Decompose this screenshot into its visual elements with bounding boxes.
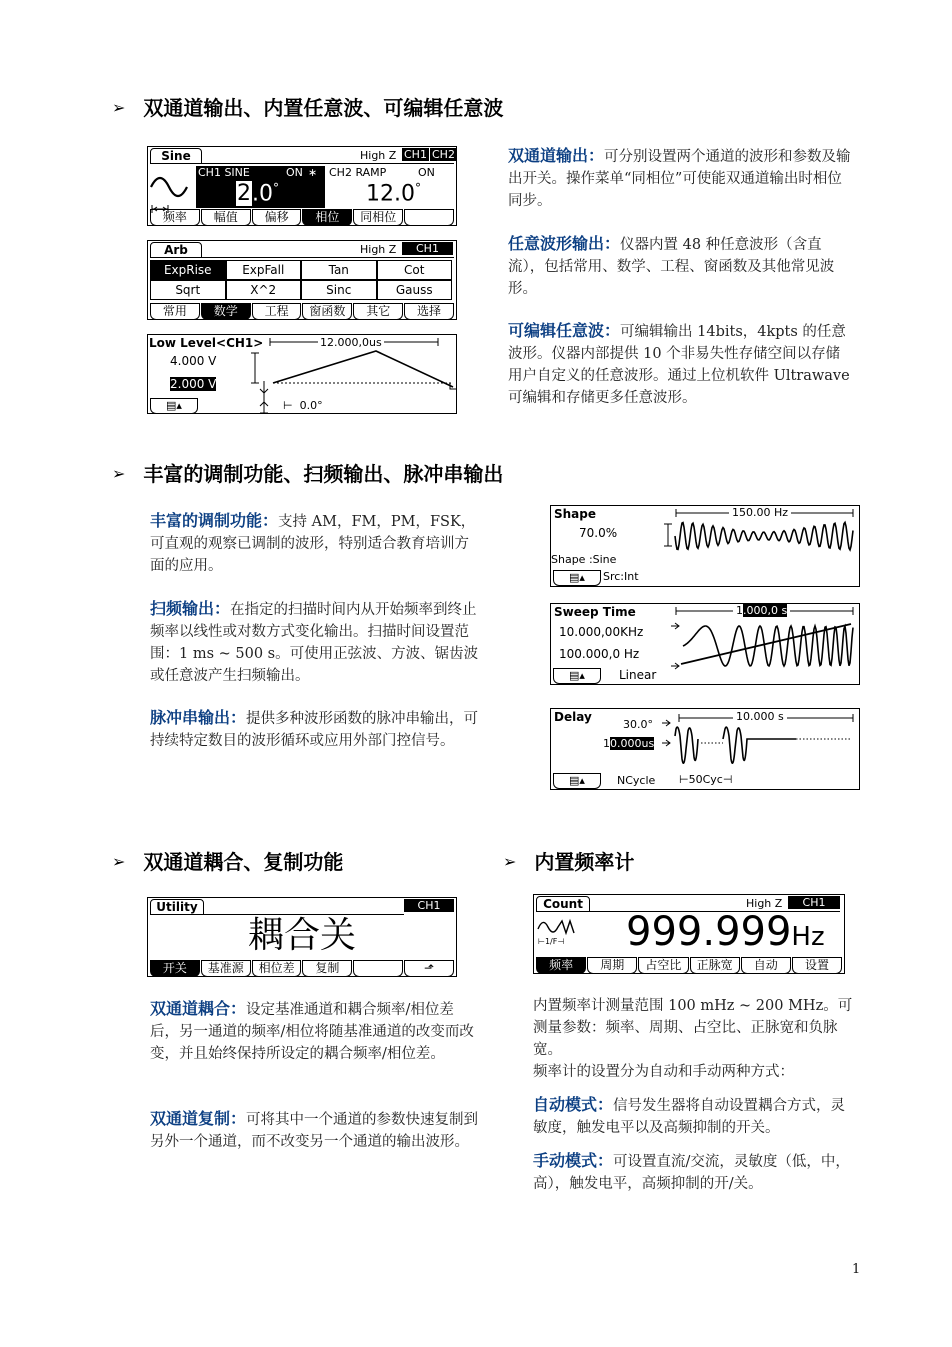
section-title-1: ➢ 双通道输出、内置任意波、可编辑任意波 — [112, 96, 504, 120]
delay-title: Delay — [554, 710, 592, 724]
doc-icon[interactable]: ▤▴ — [553, 773, 601, 789]
burst-wave — [551, 709, 860, 790]
delay-value: 0.000us — [610, 737, 655, 750]
shape-title: Shape — [554, 507, 597, 521]
sine-menu — [150, 209, 455, 226]
menu-pos-width[interactable]: 正脉宽 — [690, 957, 740, 974]
menu-empty — [404, 209, 454, 226]
menu-empty — [353, 960, 403, 977]
section-title-2: ➢ 丰富的调制功能、扫频输出、脉冲串输出 — [112, 462, 504, 486]
menu-offset[interactable]: 偏移 — [252, 209, 302, 226]
ch2-state: ON — [418, 166, 435, 179]
counter-text: 内置频率计测量范围 100 mHz ~ 200 MHz。可测量参数：频率、周期、占空比、正脉宽和负脉宽。 频率计的设置分为自动和手动两种方式： — [533, 998, 853, 1080]
sweep-wave — [551, 604, 860, 685]
arb-output-text: 任意波形输出：仪器内置 48 种任意波形（含直流），包括常用、数学、工程、窗函数及其他常见波形。 — [508, 234, 835, 297]
editable-arb-text: 可编辑任意波：可编辑输出 14bits，4kpts 的任意波形。仪器内部提供 10 个非易失性存储空间以存储用户自定义的任意波形。通过上位机软件 Ultrawave 可编辑和存储更多任意波形。 — [508, 321, 850, 406]
menu-setup[interactable]: 设置 — [792, 957, 842, 974]
screen-delay: Delay 30.0° 10.000us 10.000 s ⊢50Cyc⊣ NCycle ▤▴ — [550, 708, 860, 790]
sweep-cursor: 1 — [736, 604, 743, 617]
screen-shape — [550, 505, 860, 587]
arb-grid — [150, 260, 452, 300]
dual-output-text: 双通道输出：可分别设置两个通道的波形和参数及输出开关。操作菜单“同相位”可使能双通道输出时相位同步。 — [508, 146, 851, 209]
utility-title: Utility — [150, 899, 204, 915]
low-level: .000 V — [177, 377, 217, 391]
highz-label: High Z — [360, 243, 397, 256]
sync-star-icon: ∗ — [308, 166, 318, 179]
arb-menu — [150, 303, 455, 320]
phase-label: 0.0° — [299, 399, 323, 412]
arb-item[interactable]: Sqrt — [150, 280, 226, 300]
period-label: 12.000,0us — [320, 336, 382, 349]
ch1-value: .0 — [252, 181, 273, 207]
arb-item[interactable]: Cot — [377, 260, 453, 280]
menu-math[interactable]: 数学 — [201, 303, 251, 320]
delay-cycles: 50Cyc — [688, 773, 723, 786]
ch1-badge: CH1 — [404, 899, 454, 912]
high-level: 4.000 V — [170, 354, 217, 368]
shape-src: Src:Int — [603, 570, 639, 583]
menu-switch[interactable]: 开关 — [150, 960, 200, 977]
shape-label: Shape :Sine — [551, 553, 617, 566]
menu-ampl[interactable]: 幅值 — [201, 209, 251, 226]
doc-icon[interactable]: ▤▴ — [553, 570, 601, 586]
menu-base-source[interactable]: 基准源 — [201, 960, 251, 977]
ch2-badge: CH2 — [432, 148, 455, 161]
am-wave — [551, 506, 860, 587]
menu-phase[interactable]: 相位 — [302, 209, 352, 226]
doc-icon[interactable]: ▤▴ — [553, 668, 601, 684]
ch1-cursor-digit: 2 — [237, 181, 251, 207]
ch1-badge: CH1 — [404, 148, 427, 161]
menu-common[interactable]: 常用 — [150, 303, 200, 320]
arb-item[interactable]: ExpFall — [226, 260, 302, 280]
ch1-badge: CH1 — [402, 242, 453, 255]
arb-item[interactable]: Sinc — [301, 280, 377, 300]
arb-item[interactable]: X^2 — [226, 280, 302, 300]
screen-sine: Sine High Z CH1 CH2 CH1 SINE ON ∗ CH2 RAMP ON 2.0° 12.0° 频率 幅值 偏移 相位 同相位 — [147, 146, 457, 226]
section-title-3: ➢ 双通道耦合、复制功能 — [112, 850, 344, 874]
ch1-badge: CH1 — [788, 896, 840, 909]
manual-mode-text: 手动模式：可设置直流/交流，灵敏度（低，中，高），触发电平，高频抑制的开/关。 — [533, 1151, 850, 1192]
menu-other[interactable]: 其它 — [353, 303, 403, 320]
menu-select[interactable]: 选择 — [404, 303, 454, 320]
page-number: 1 — [852, 1262, 861, 1277]
bullet-arrow-icon: ➢ — [503, 852, 517, 871]
menu-frequency[interactable]: 频率 — [536, 957, 586, 974]
ch2-value: 12.0 — [366, 181, 415, 207]
delay-phase: 30.0° — [623, 718, 653, 731]
burst-text: 脉冲串输出：提供多种波形函数的脉冲串输出，可持续特定数目的波形循环或应用外部门控信号。 — [150, 708, 479, 749]
bullet-arrow-icon: ➢ — [112, 464, 126, 483]
screen-counter — [533, 894, 845, 974]
doc-icon[interactable]: ▤▴ — [150, 398, 198, 414]
modulation-text: 丰富的调制功能：支持 AM，FM，PM，FSK，可直观的观察已调制的波形，特别适合教育培训方面的应用。 — [150, 511, 476, 574]
lowlevel-title: Low Level<CH1> — [149, 336, 264, 350]
section-title-4: ➢ 内置频率计 — [503, 850, 635, 874]
arb-item[interactable]: ExpRise — [150, 260, 226, 280]
counter-menu — [536, 957, 843, 974]
menu-eng[interactable]: 工程 — [252, 303, 302, 320]
counter-wave-icon — [536, 915, 586, 955]
period-marker: ⊢1/F⊣ — [538, 937, 565, 946]
counter-title: Count — [536, 896, 590, 912]
cursor-digit: 2 — [170, 377, 178, 391]
ch1-state: ON — [286, 166, 303, 179]
shape-freq: 150.00 Hz — [729, 506, 791, 519]
delay-cursor: 1 — [603, 737, 610, 750]
ch2-info: CH2 RAMP — [329, 166, 387, 179]
arb-item[interactable]: Gauss — [377, 280, 453, 300]
screen-arb — [147, 240, 457, 320]
menu-window[interactable]: 窗函数 — [302, 303, 352, 320]
delay-ncycle: NCycle — [617, 774, 656, 787]
counter-unit: Hz — [791, 922, 825, 952]
bullet-arrow-icon: ➢ — [112, 98, 126, 117]
mode-label: Arb — [150, 242, 202, 258]
sweep-start: 10.000,00KHz — [559, 625, 644, 639]
menu-freq[interactable]: 频率 — [150, 209, 200, 226]
menu-auto[interactable]: 自动 — [741, 957, 791, 974]
highz-label: High Z — [360, 149, 397, 162]
sweep-stop: 100.000,0 Hz — [559, 647, 640, 661]
screen-utility — [147, 897, 457, 977]
screen-low-level — [147, 334, 457, 414]
delay-period: 10.000 s — [733, 710, 787, 723]
menu-copy[interactable]: 复制 — [302, 960, 352, 977]
shape-value: 70.0% — [579, 526, 618, 540]
screen-sweep — [550, 603, 860, 685]
phase-marker-icon: ⊢ — [283, 399, 293, 412]
auto-mode-text: 自动模式：信号发生器将自动设置耦合方式，灵敏度，触发电平以及高频抑制的开关。 — [533, 1095, 846, 1136]
coupling-text: 双通道耦合：设定基准通道和耦合频率/相位差后，另一通道的频率/相位将随基准通道的改变而改变，并且始终保持所设定的耦合频率/相位差。 — [150, 999, 474, 1062]
sweep-mode: Linear — [619, 668, 657, 682]
bullet-arrow-icon: ➢ — [112, 852, 126, 871]
arb-item[interactable]: Tan — [301, 260, 377, 280]
menu-duty[interactable]: 占空比 — [638, 957, 688, 974]
highz-label: High Z — [746, 897, 783, 910]
copy-text: 双通道复制：可将其中一个通道的参数快速复制到另外一个通道，而不改变另一个通道的输出波形。 — [150, 1109, 479, 1150]
mode-label: Sine — [150, 148, 202, 164]
sweep-time: .000,0 s — [743, 604, 788, 617]
menu-period[interactable]: 周期 — [587, 957, 637, 974]
sweep-text: 扫频输出：在指定的扫描时间内从开始频率到终止频率以线性或对数方式变化输出。扫描时间设置范围：1 ms ~ 500 s。可使用正弦波、方波、锯齿波或任意波产生扫频输出。 — [150, 599, 479, 684]
menu-phase-diff[interactable]: 相位差 — [252, 960, 302, 977]
menu-align-phase[interactable]: 同相位 — [353, 209, 403, 226]
ch1-info: CH1 SINE — [198, 166, 250, 179]
counter-value: 999.999 — [626, 909, 792, 955]
utility-menu — [150, 960, 455, 977]
sweep-title: Sweep Time — [554, 605, 636, 619]
coupling-state: 耦合关 — [247, 915, 356, 956]
return-arrow-icon[interactable]: ⬏ — [404, 960, 454, 977]
